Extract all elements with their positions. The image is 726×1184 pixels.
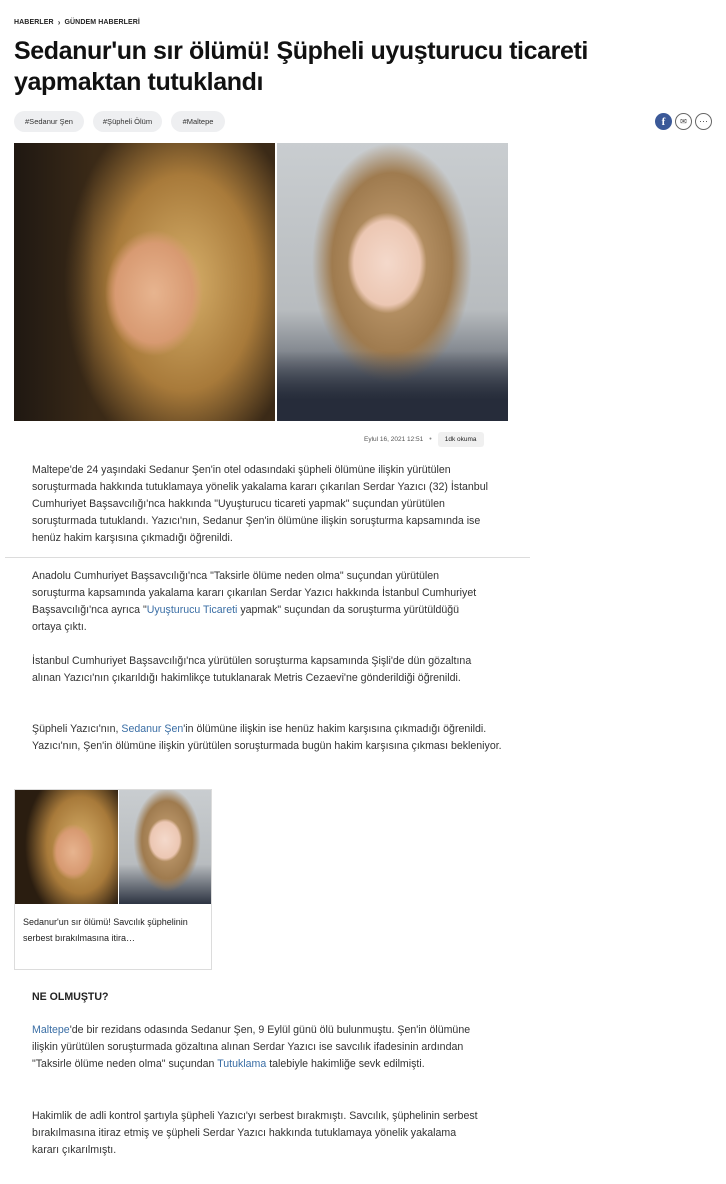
hero-photo-left xyxy=(14,143,275,421)
paragraph-text: yapmak" suçundan da soruşturma yürütüldüğü ortaya çıktı. xyxy=(32,604,460,633)
publish-date: Eylul 16, 2021 12:51 xyxy=(364,436,424,443)
article-paragraph-1 xyxy=(32,568,482,636)
link-tutuklama[interactable]: Tutuklama xyxy=(217,1058,267,1070)
breadcrumb xyxy=(14,18,140,27)
tag-maltepe[interactable]: #Maltepe xyxy=(171,111,225,132)
read-time-badge: 1dk okuma xyxy=(438,432,484,447)
tag-sedanur-sen[interactable]: #Sedanur Şen xyxy=(14,111,84,132)
article-intro: Maltepe'de 24 yaşındaki Sedanur Şen'in otel odasındaki şüpheli ölümüne ilişkin yürütülen soruşturmada hakkında tutuklamaya yönelik yakalama kararı çıkarılan Serdar Yazıcı (32) İstanbul Cumhuriyet Başsavcılığı'nca hakkında "Uyuşturucu ticareti yapmak" suçundan yürütülen soruşturmada tutuklandı. Yazıcı'nın, Sedanur Şen'in ölümüne ilişkin soruşturma kapsamında ise henüz hakim karşısına çıkmadığı öğrenildi. xyxy=(32,464,488,544)
related-article-image xyxy=(15,790,211,904)
paragraph-text: 'de bir rezidans odasında Sedanur Şen, 9 Eylül günü ölü bulunmuştu. Şen'in ölümüne ilişkin yürütülen soruşturmada gözaltına alınan Serdar Yazıcı ise savcılık ifadesinin ardından "Taksirle ölüme neden olma" suçundan xyxy=(32,1024,471,1070)
related-photo-right xyxy=(119,790,211,904)
breadcrumb-gundem-haberleri[interactable]: GÜNDEM HABERLERİ xyxy=(64,19,140,26)
paragraph-text: talebiyle hakimliğe sevk edilmişti. xyxy=(266,1058,425,1070)
paragraph-text: 'in ölümüne ilişkin ise henüz hakim karşısına çıkmadığı öğrenildi. Yazıcı'nın, Şen'in ölümüne ilişkin yürütülen soruşturmada bugün hakim karşısına çıkması bekleniyor. xyxy=(32,723,502,752)
paragraph-text: Şüpheli Yazıcı'nın, xyxy=(32,723,122,735)
article-paragraph-5: Hakimlik de adli kontrol şartıyla şüpheli Yazıcı'yı serbest bırakmıştı. Savcılık, şüphelinin serbest bırakılmasına itiraz etmiş ve şüpheli Serdar Yazıcı hakkında tutuklamaya yönelik yakalama kararı çıkarılmıştı. xyxy=(32,1110,478,1156)
facebook-icon[interactable]: f xyxy=(655,113,672,130)
link-sedanur-sen[interactable]: Sedanur Şen xyxy=(121,723,184,735)
section-heading: NE OLMUŞTU? xyxy=(32,991,109,1003)
share-bar xyxy=(655,113,712,130)
meta-separator: • xyxy=(429,436,432,443)
paragraph-text: Anadolu Cumhuriyet Başsavcılığı'nca "Taksirle ölüme neden olma" suçundan yürütülen soruşturma kapsamında yakalama kararı çıkarılan Serdar Yazıcı hakkında İstanbul Cumhuriyet Başsavcılığı'nca ayrıca " xyxy=(32,570,477,616)
article-paragraph-2: İstanbul Cumhuriyet Başsavcılığı'nca yürütülen soruşturma kapsamında Şişli'de dün gözaltına alınan Yazıcı'nın çıkarıldığı hakimlikçe tutuklanarak Metris Cezaevi'ne gönderildiği öğrenildi. xyxy=(32,655,472,684)
mail-icon[interactable]: ✉ xyxy=(675,113,692,130)
hero-photo-right xyxy=(277,143,508,421)
related-photo-left xyxy=(15,790,118,904)
page-title: Sedanur'un sır ölümü! Şüpheli uyuşturucu ticareti yapmaktan tutuklandı xyxy=(14,37,588,96)
link-maltepe[interactable]: Maltepe xyxy=(32,1024,70,1036)
link-uyusturucu-ticareti[interactable]: Uyuşturucu Ticareti xyxy=(146,604,238,616)
related-article-title[interactable]: Sedanur'un sır ölümü! Savcılık şüphelinin serbest bırakılmasına itira… xyxy=(23,917,188,943)
more-icon[interactable]: ··· xyxy=(695,113,712,130)
related-article-card[interactable] xyxy=(14,789,212,970)
breadcrumb-chevron-icon: › xyxy=(57,18,61,27)
tag-list xyxy=(14,111,225,132)
breadcrumb-haberler[interactable]: HABERLER xyxy=(14,19,54,26)
tag-supheli-olum[interactable]: #Şüpheli Ölüm xyxy=(93,111,162,132)
hero-image xyxy=(14,143,508,421)
article-paragraph-3 xyxy=(32,721,502,755)
article-meta xyxy=(364,432,484,447)
article-paragraph-4 xyxy=(32,1022,497,1073)
divider xyxy=(5,557,530,558)
